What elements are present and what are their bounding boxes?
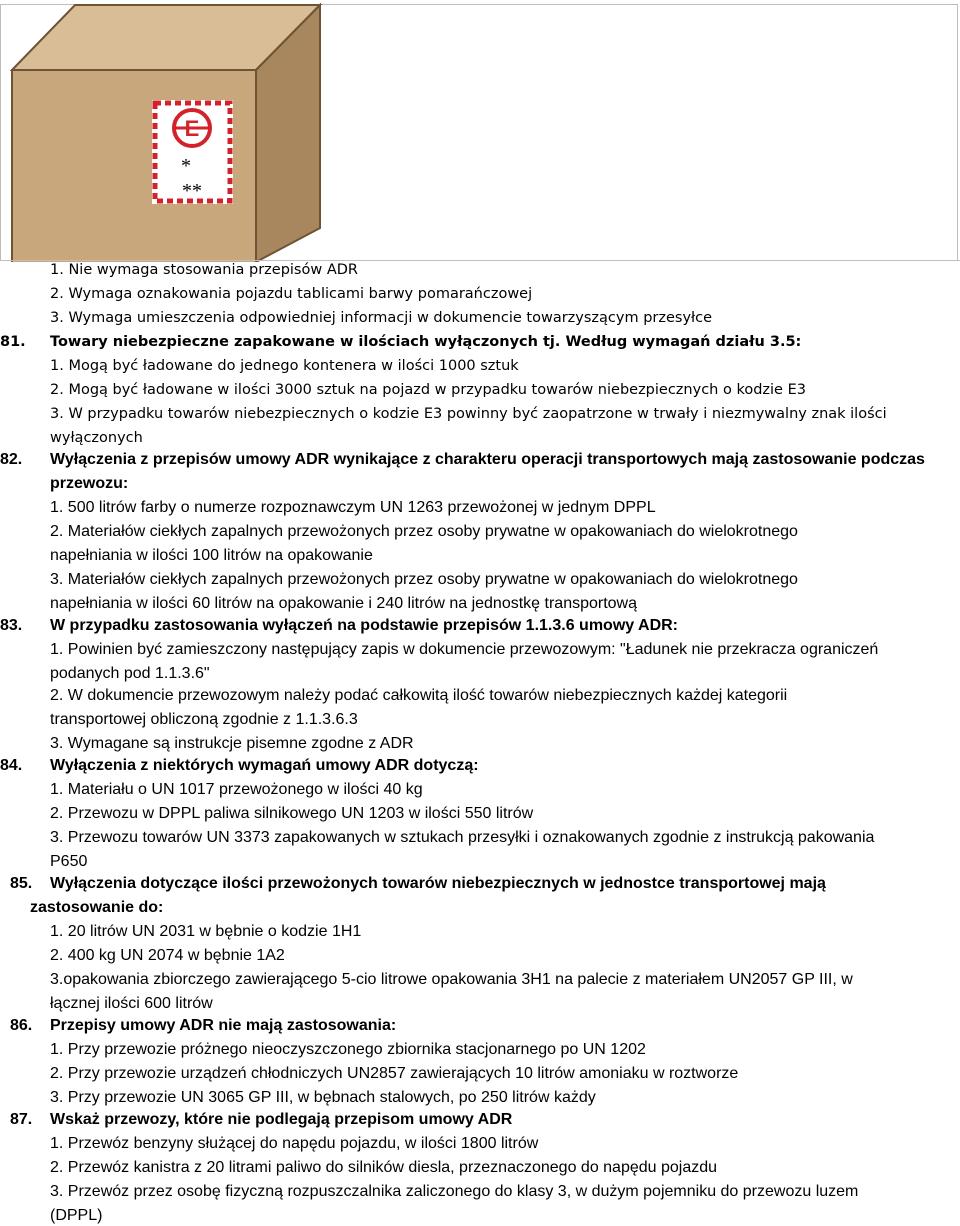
question-text: Wskaż przewozy, które nie podlegają przepisom umowy ADR	[50, 1111, 513, 1128]
answer-option: 2. W dokumencie przewozowym należy podać całkowitą ilość towarów niebezpiecznych każdej kategorii	[50, 687, 788, 704]
answer-option: 2. Mogą być ładowane w ilości 3000 sztuk na pojazd w przypadku towarów niebezpiecznych o kodzie E3	[50, 382, 806, 398]
answer-option: 2. Przewóz kanistra z 20 litrami paliwo do silników diesla, przeznaczonego do napędu pojazdu	[50, 1159, 718, 1176]
answer-option: 1. Materiału o UN 1017 przewożonego w ilości 40 kg	[50, 781, 423, 798]
question-text: Przepisy umowy ADR nie mają zastosowania:	[50, 1017, 397, 1034]
answer-option: napełniania w ilości 100 litrów na opakowanie	[50, 547, 373, 564]
question-text: przewozu:	[50, 475, 129, 492]
answer-option: 1. Nie wymaga stosowania przepisów ADR	[50, 262, 358, 278]
question-number: 85.	[10, 875, 33, 892]
answer-option: 2. Materiałów ciekłych zapalnych przewożonych przez osoby prywatne w opakowaniach do wielokrotnego	[50, 523, 798, 540]
answer-option: wyłączonych	[50, 430, 143, 446]
question-text: W przypadku zastosowania wyłączeń na podstawie przepisów 1.1.3.6 umowy ADR:	[50, 617, 678, 634]
question-number: 84.	[0, 757, 23, 774]
question-text: Wyłączenia dotyczące ilości przewożonych towarów niebezpiecznych w jednostce transportowej mają	[50, 875, 826, 892]
answer-option: 2. Wymaga oznakowania pojazdu tablicami barwy pomarańczowej	[50, 286, 533, 302]
answer-option: 3. W przypadku towarów niebezpiecznych o kodzie E3 powinny być zaopatrzone w trwały i niezmywalny znak ilości	[50, 406, 887, 422]
answer-option: (DPPL)	[50, 1207, 103, 1224]
question-number: 83.	[0, 617, 23, 634]
question-text: Wyłączenia z przepisów umowy ADR wynikające z charakteru operacji transportowych mają zastosowanie podczas	[50, 451, 925, 468]
limited-quantity-label	[152, 100, 233, 204]
answer-option: 2. 400 kg UN 2074 w bębnie 1A2	[50, 947, 285, 964]
answer-option: 3. Przy przewozie UN 3065 GP III, w bębnach stalowych, po 250 litrów każdy	[50, 1089, 596, 1106]
package-illustration	[0, 0, 960, 262]
answer-option: 1. 20 litrów UN 2031 w bębnie o kodzie 1H1	[50, 923, 362, 940]
answer-option: napełniania w ilości 60 litrów na opakowanie i 240 litrów na jednostkę transportową	[50, 595, 638, 612]
answer-option: 3. Wymaga umieszczenia odpowiedniej informacji w dokumencie towarzyszącym przesyłce	[50, 310, 713, 326]
answer-option: 3. Przewozu towarów UN 3373 zapakowanych w sztukach przesyłki i oznakowanych zgodnie z instrukcją pakowania	[50, 829, 875, 846]
question-number: 87.	[10, 1111, 33, 1128]
question-text: Wyłączenia z niektórych wymagań umowy ADR dotyczą:	[50, 757, 479, 774]
question-text: zastosowanie do:	[30, 899, 164, 916]
question-number: 82.	[0, 451, 23, 468]
answer-option: 3. Wymagane są instrukcje pisemne zgodne z ADR	[50, 735, 414, 752]
answer-option: 1. Przewóz benzyny służącej do napędu pojazdu, w ilości 1800 litrów	[50, 1135, 539, 1152]
answer-option: podanych pod 1.1.3.6"	[50, 665, 210, 682]
svg-text:**: **	[182, 180, 202, 202]
question-number: 81.	[0, 334, 26, 350]
question-number: 86.	[10, 1017, 33, 1034]
answer-option: 2. Przewozu w DPPL paliwa silnikowego UN 1203 w ilości 550 litrów	[50, 805, 534, 822]
answer-option: 1. Powinien być zamieszczony następujący zapis w dokumencie przewozowym: "Ładunek nie przekracza ograniczeń	[50, 641, 879, 658]
answer-option: 3. Przewóz przez osobę fizyczną rozpuszczalnika zaliczonego do klasy 3, w dużym pojemniku do przewozu luzem	[50, 1183, 859, 1200]
answer-option: 3. Materiałów ciekłych zapalnych przewożonych przez osoby prywatne w opakowaniach do wielokrotnego	[50, 571, 798, 588]
answer-option: 1. Przy przewozie próżnego nieoczyszczonego zbiornika stacjonarnego po UN 1202	[50, 1041, 646, 1058]
svg-text:E: E	[184, 116, 200, 141]
answer-option: 1. Mogą być ładowane do jednego kontenera w ilości 1000 sztuk	[50, 358, 519, 374]
answer-option: łącznej ilości 600 litrów	[50, 995, 213, 1012]
answer-option: transportowej obliczoną zgodnie z 1.1.3.6.3	[50, 711, 358, 728]
question-text: Towary niebezpieczne zapakowane w ilościach wyłączonych tj. Według wymagań działu 3.5:	[50, 334, 802, 350]
answer-option: 3.opakowania zbiorczego zawierającego 5-cio litrowe opakowania 3H1 na palecie z materiałem UN2057 GP III, w	[50, 971, 853, 988]
answer-option: 1. 500 litrów farby o numerze rozpoznawczym UN 1263 przewożonej w jednym DPPL	[50, 499, 656, 516]
answer-option: P650	[50, 853, 88, 870]
answer-option: 2. Przy przewozie urządzeń chłodniczych UN2857 zawierających 10 litrów amoniaku w roztworze	[50, 1065, 739, 1082]
svg-text:*: *	[181, 155, 191, 177]
